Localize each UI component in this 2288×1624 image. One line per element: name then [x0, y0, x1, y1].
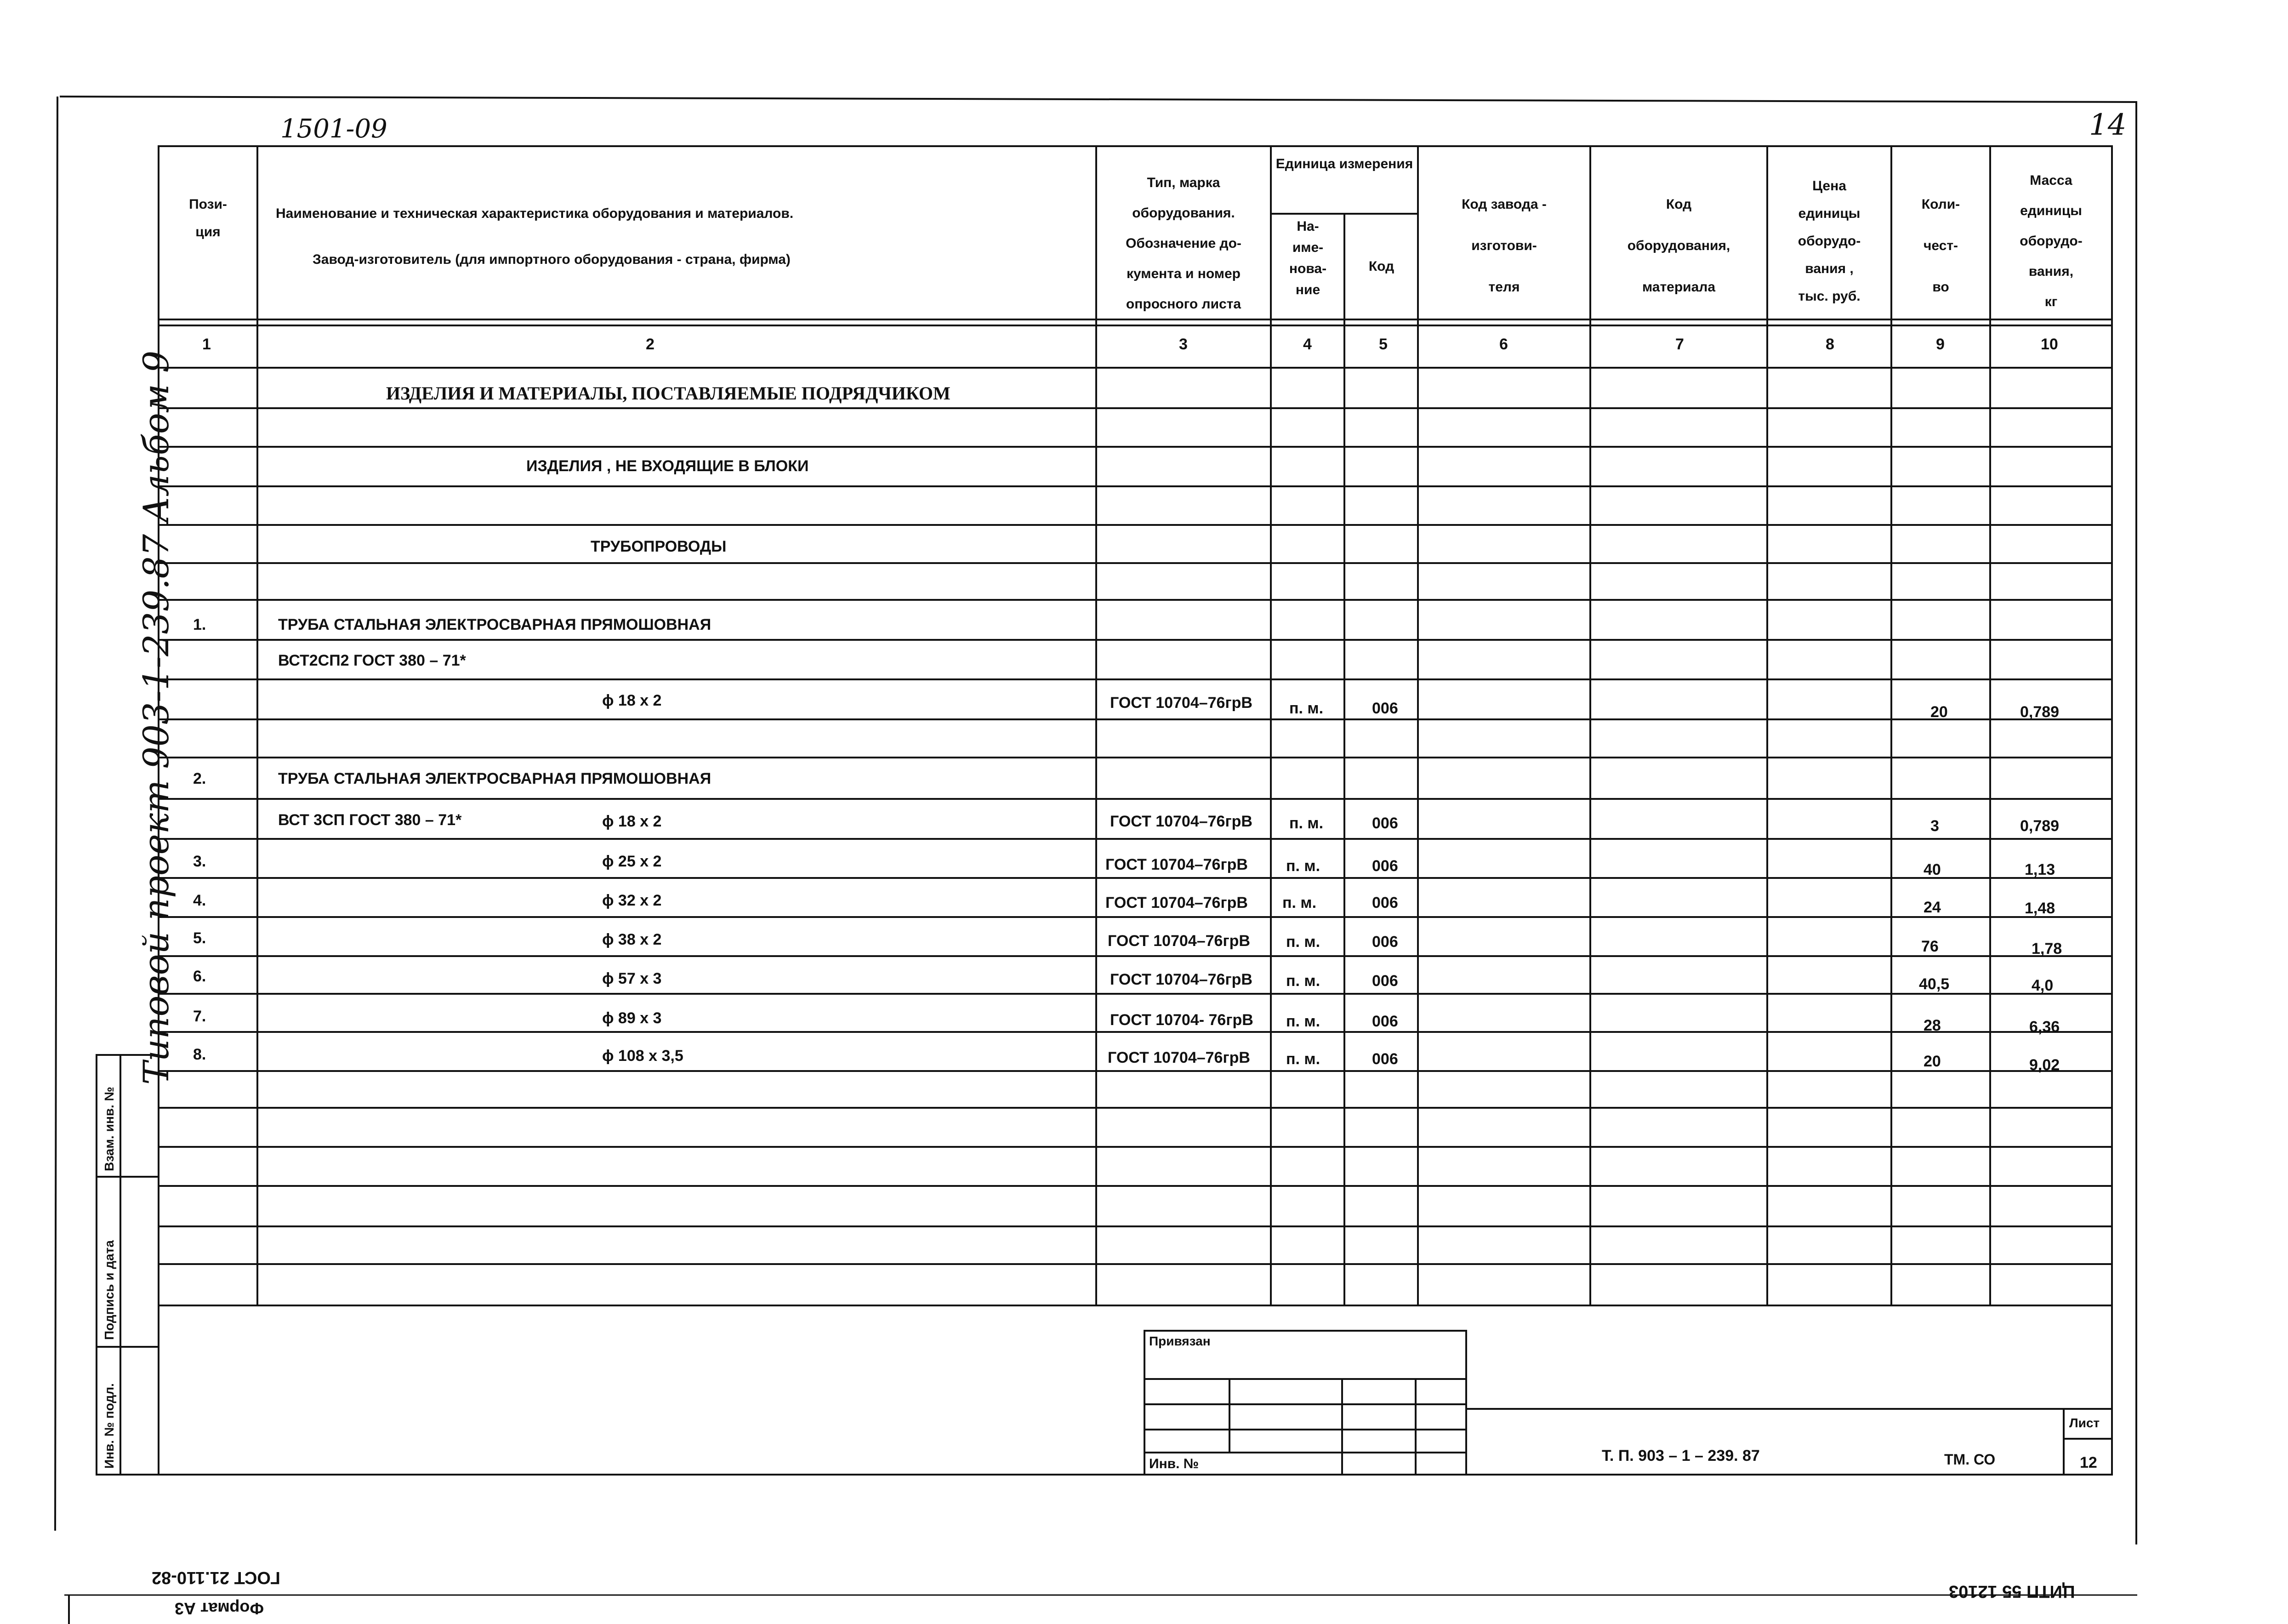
row-doc: ГОСТ 10704–76грВ — [1110, 694, 1252, 712]
row-size: ϕ 32 x 2 — [602, 892, 662, 909]
row-mass: 1,13 — [2025, 861, 2055, 878]
row-unit: п. м. — [1286, 857, 1320, 875]
row-doc: ГОСТ 10704–76грВ — [1105, 894, 1248, 912]
page-number: 14 — [2089, 108, 2127, 142]
row-size: ϕ 18 x 2 — [602, 813, 662, 830]
row-size: ϕ 89 x 3 — [602, 1009, 662, 1027]
stamp-sheet-label: Лист — [2069, 1416, 2100, 1430]
item2-name: ТРУБА СТАЛЬНАЯ ЭЛЕКТРОСВАРНАЯ ПРЯМОШОВНАЯ — [278, 770, 711, 787]
bottom-printer: ЦИТП 55 12103 — [1949, 1582, 2075, 1601]
header-units: Единица измерения — [1275, 156, 1413, 171]
colnum-1: 1 — [202, 336, 211, 353]
row-doc: ГОСТ 10704–76грВ — [1110, 971, 1252, 988]
colnum-6: 6 — [1499, 336, 1508, 353]
strip-inv-podl: Инв. № подл. — [102, 1383, 116, 1469]
bottom-format: Формат А3 — [175, 1599, 264, 1618]
row-size: ϕ 38 x 2 — [602, 931, 662, 948]
row-unit: п. м. — [1286, 1013, 1320, 1030]
colnum-9: 9 — [1936, 336, 1945, 353]
row-pos: 8. — [193, 1046, 206, 1063]
header-col1: Пози- ция — [189, 197, 227, 239]
row-mass: 4,0 — [2032, 977, 2054, 994]
row-mass: 6,36 — [2029, 1018, 2060, 1036]
colnum-8: 8 — [1826, 336, 1834, 353]
row-code: 006 — [1372, 857, 1398, 875]
colnum-4: 4 — [1303, 336, 1312, 353]
item1-name: ТРУБА СТАЛЬНАЯ ЭЛЕКТРОСВАРНАЯ ПРЯМОШОВНАЯ — [278, 616, 711, 633]
bottom-gost: ГОСТ 21.110-82 — [152, 1568, 280, 1587]
header-col3: Тип, марка оборудования. Обозначение до- кумента и номер опросного листа — [1126, 175, 1241, 312]
stamp-sheet-no: 12 — [2080, 1454, 2097, 1471]
colnum-7: 7 — [1675, 336, 1684, 353]
colnum-2: 2 — [646, 336, 655, 353]
colnum-10: 10 — [2041, 336, 2058, 353]
row-code: 006 — [1372, 1050, 1398, 1068]
row-mass: 1,48 — [2025, 900, 2055, 917]
row-size: ϕ 108 x 3,5 — [602, 1047, 683, 1065]
row-unit: п. м. — [1286, 1050, 1320, 1068]
header-col7: Код оборудования, материала — [1627, 197, 1730, 295]
header-col10: Масса единицы оборудо- вания, кг — [2020, 173, 2083, 309]
row-unit: п. м. — [1286, 972, 1320, 990]
row-qty: 24 — [1924, 899, 1941, 916]
header-col6: Код завода - изготови- теля — [1462, 197, 1547, 295]
strip-vzam: Взам. инв. № — [102, 1087, 116, 1171]
row-doc: ГОСТ 10704–76грВ — [1108, 1049, 1250, 1066]
strip-podpis: Подпись и дата — [102, 1240, 116, 1340]
colnum-3: 3 — [1179, 336, 1188, 353]
row-code: 006 — [1372, 933, 1398, 951]
row-size: ϕ 57 x 3 — [602, 970, 662, 987]
side-handwriting: Типовой проект 903-1-239.87 Альбом 9 — [136, 350, 176, 1085]
header-col8: Цена единицы оборудо- вания , тыс. руб. — [1798, 178, 1861, 304]
row-pos: 5. — [193, 929, 206, 947]
row-mass: 0,789 — [2020, 703, 2060, 721]
row-mass: 0,789 — [2020, 817, 2060, 835]
row-unit: п. м. — [1289, 815, 1324, 832]
row-size: ϕ 18 x 2 — [602, 692, 662, 709]
row-doc: ГОСТ 10704- 76грВ — [1110, 1011, 1253, 1029]
row-code: 006 — [1372, 972, 1398, 990]
row-qty: 28 — [1924, 1017, 1941, 1034]
row-size: ϕ 25 x 2 — [602, 853, 662, 870]
item2-pos: 2. — [193, 770, 206, 787]
row-doc: ГОСТ 10704–76грВ — [1110, 813, 1252, 830]
row-unit: п. м. — [1286, 933, 1320, 951]
section-main: ИЗДЕЛИЯ И МАТЕРИАЛЫ, ПОСТАВЛЯЕМЫЕ ПОДРЯДЧИКОМ — [386, 383, 950, 404]
stamp-designation: Т. П. 903 – 1 – 239. 87 — [1602, 1447, 1760, 1464]
row-qty: 20 — [1930, 703, 1948, 721]
header-col2: Наименование и техническая характеристика оборудования и материалов. Завод-изготовитель (для импортного оборудования - страна, фирма) — [276, 206, 794, 267]
stamp-mark: ТМ. СО — [1944, 1451, 1996, 1468]
section-group: ТРУБОПРОВОДЫ — [591, 538, 727, 555]
row-unit: п. м. — [1289, 700, 1324, 717]
row-unit: п. м. — [1282, 894, 1317, 912]
header-col4: На- име- нова- ние — [1289, 219, 1327, 297]
row-pos: 7. — [193, 1008, 206, 1025]
row-doc: ГОСТ 10704–76грВ — [1105, 856, 1248, 873]
item1-pos: 1. — [193, 616, 206, 633]
row-qty: 20 — [1924, 1053, 1941, 1070]
row-doc: ГОСТ 10704–76грВ — [1108, 932, 1250, 950]
row-code: 006 — [1372, 894, 1398, 912]
section-sub: ИЗДЕЛИЯ , НЕ ВХОДЯЩИЕ В БЛОКИ — [526, 457, 809, 475]
item1-steel: ВСТ2СП2 ГОСТ 380 – 71* — [278, 652, 466, 669]
row-pos: 3. — [193, 853, 206, 870]
row-qty: 40 — [1924, 861, 1941, 878]
row-mass: 9,02 — [2029, 1056, 2060, 1074]
row-qty: 3 — [1930, 817, 1939, 835]
item2-steel: ВСТ 3СП ГОСТ 380 – 71* — [278, 811, 462, 829]
row-pos: 6. — [193, 968, 206, 985]
colnum-5: 5 — [1379, 336, 1388, 353]
row-code: 006 — [1372, 1013, 1398, 1030]
row-qty: 76 — [1921, 938, 1939, 955]
album-number: 1501-09 — [280, 114, 387, 144]
stamp-inv-no: Инв. № — [1149, 1456, 1199, 1471]
header-col5: Код — [1368, 259, 1394, 274]
stamp-privyazan: Привязан — [1149, 1334, 1211, 1348]
row-mass: 1,78 — [2032, 940, 2062, 957]
row-code: 006 — [1372, 815, 1398, 832]
row-code: 006 — [1372, 700, 1398, 717]
row-pos: 4. — [193, 892, 206, 909]
header-col9: Коли- чест- во — [1921, 197, 1960, 295]
row-qty: 40,5 — [1919, 975, 1950, 993]
